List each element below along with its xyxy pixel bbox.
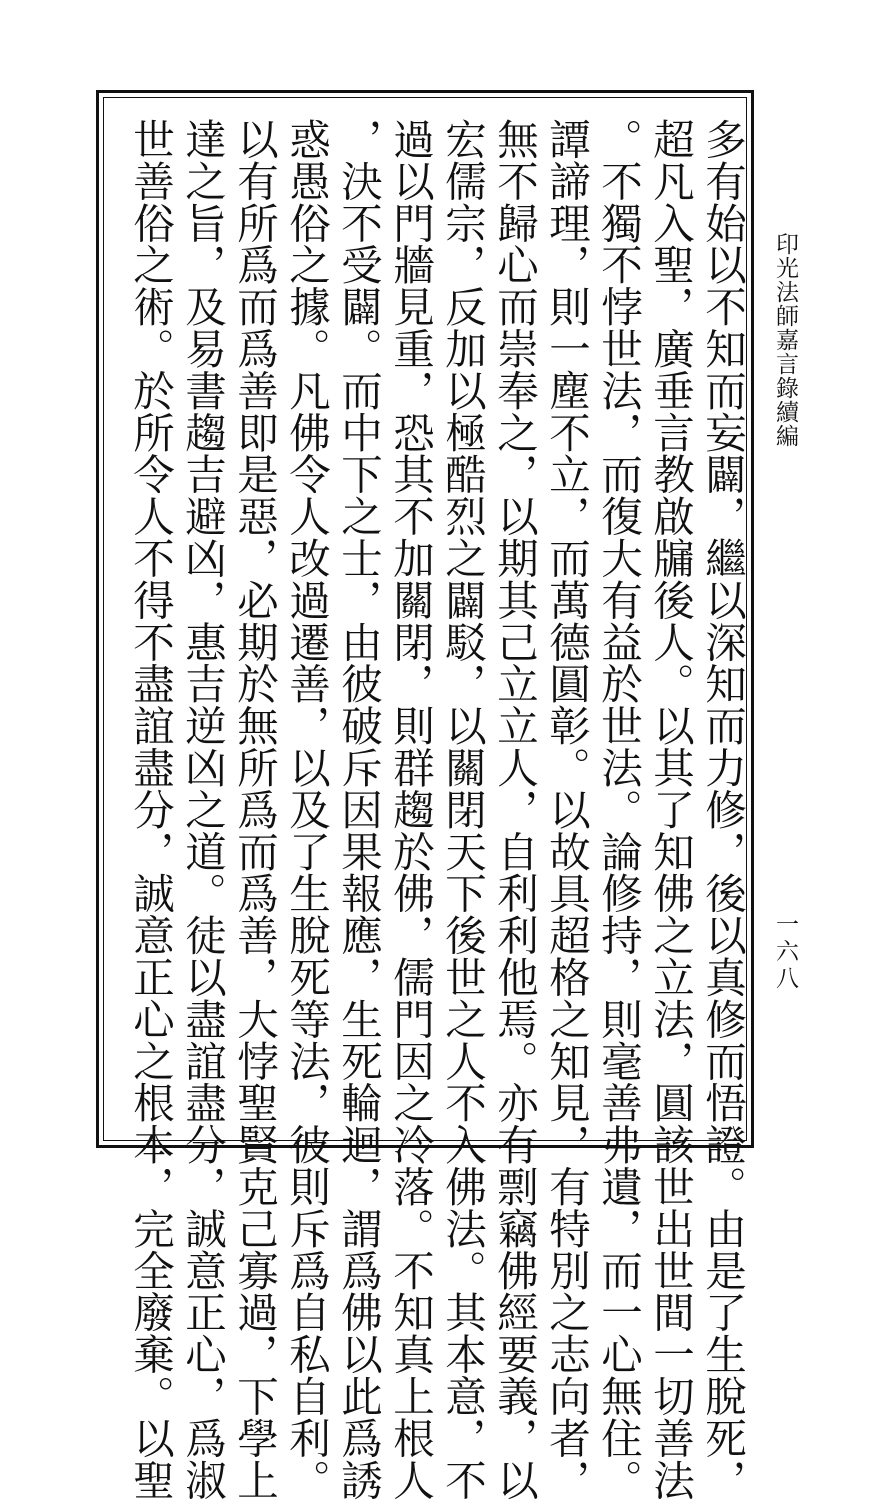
page-number: 一六八 [772, 912, 798, 993]
book-title: 印光法師嘉言錄續編 [772, 232, 798, 448]
text-column-10: 以有所爲而爲善即是惡，必期於無所爲而爲善，大悖聖賢克己寡過，下學上 [230, 118, 279, 1501]
text-column-1: 多有始以不知而妄闢，繼以深知而力修，後以真修而悟證。由是了生脫死， [698, 118, 747, 1501]
text-column-7: 過以門牆見重，恐其不加關閉，則群趨於佛，儒門因之冷落。不知真上根人 [386, 118, 435, 1501]
text-column-2: 超凡入聖，廣垂言教啟牖後人。以其了知佛之立法，圓該世出世間一切善法 [646, 118, 695, 1501]
text-column-5: 無不歸心而崇奉之，以期其己立立人，自利利他焉。亦有剽竊佛經要義，以 [490, 118, 539, 1501]
text-column-3: 。不獨不悖世法，而復大有益於世法。論修持，則毫善弗遺，而一心無住。 [594, 118, 643, 1501]
text-column-11: 達之旨，及易書趨吉避凶，惠吉逆凶之道。徒以盡誼盡分，誠意正心，爲淑 [178, 118, 227, 1501]
text-column-9: 惑愚俗之據。凡佛令人改過遷善，以及了生脫死等法，彼則斥爲自私自利。 [282, 118, 331, 1501]
text-column-6: 宏儒宗，反加以極酷烈之闢駁，以關閉天下後世之人不入佛法。其本意，不 [438, 118, 487, 1501]
text-column-8: ，決不受闢。而中下之士，由彼破斥因果報應，生死輪迴，謂爲佛以此爲誘 [334, 118, 383, 1501]
text-column-4: 譚諦理，則一塵不立，而萬德圓彰。以故具超格之知見，有特別之志向者， [542, 118, 591, 1501]
text-column-12: 世善俗之術。於所令人不得不盡誼盡分，誠意正心之根本，完全廢棄。以聖 [126, 118, 175, 1501]
